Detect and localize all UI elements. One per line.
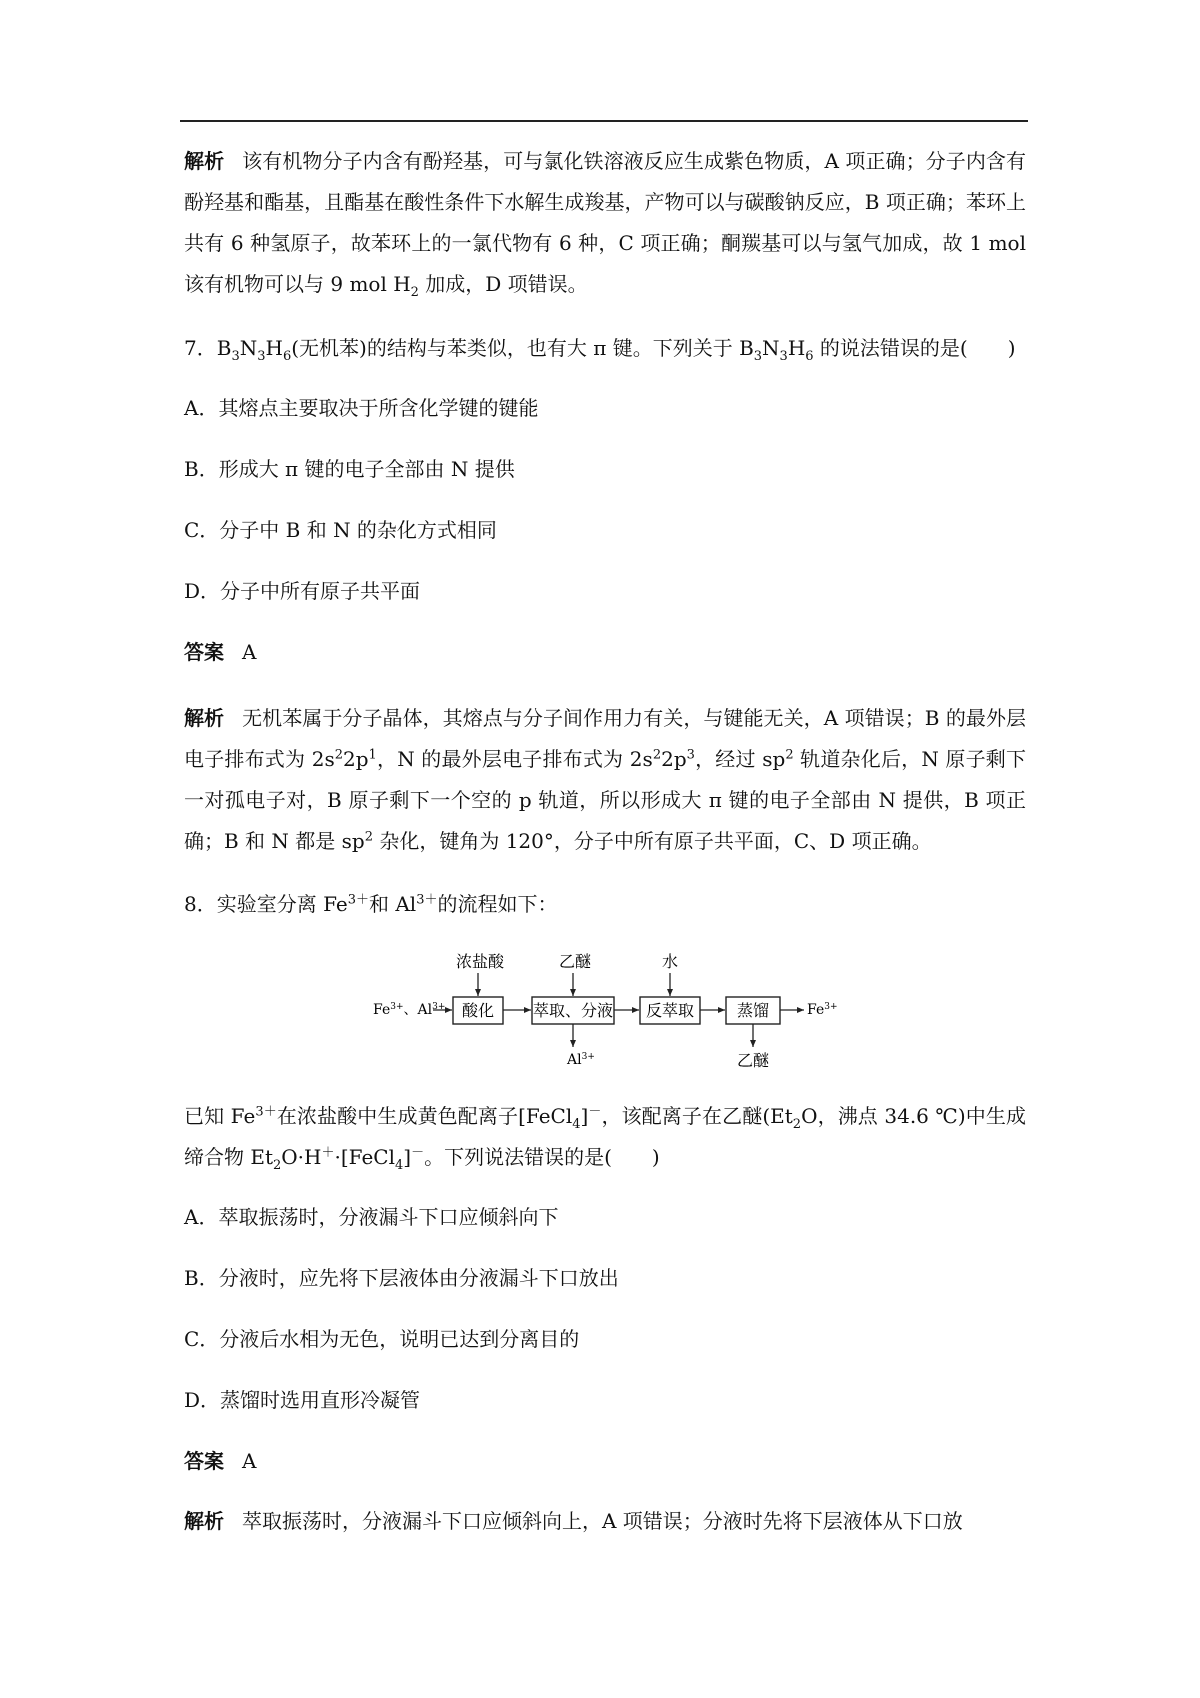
q7-option-a: A．其熔点主要取决于所含化学键的键能 (184, 396, 539, 420)
flow-output-al: $Al^{3+}$ (567, 1052, 595, 1068)
q7-option-c: C．分子中 B 和 N 的杂化方式相同 (184, 518, 497, 542)
q8-option-c: C．分液后水相为无色，说明已达到分离目的 (184, 1327, 580, 1351)
q8-option-a: A．萃取振荡时，分液漏斗下口应倾斜向下 (184, 1205, 559, 1229)
q7-option-d: D．分子中所有原子共平面 (184, 579, 421, 603)
q8-analysis: 解析 萃取振荡时，分液漏斗下口应倾斜向上，A 项错误；分液时先将下层液体从下口放 (184, 1509, 963, 1533)
analysis-label: 解析 (184, 149, 225, 173)
q8-option-d: D．蒸馏时选用直形冷凝管 (184, 1388, 421, 1412)
q7-answer: 答案 A (184, 640, 257, 664)
flow-step-distill: 蒸馏 (736, 1001, 770, 1020)
flow-input-label: $Fe^{3+}$、$Al^{3+}$ (373, 1002, 446, 1018)
q7-analysis: 解析 无机苯属于分子晶体，其熔点与分子间作用力有关，与键能无关，A 项错误；B 的最外层电子排布式为 $2s^22p^1$，N 的最外层电子排布式为 $2s^22p^3$，经过 $sp^2$ 轨道杂化后，N 原子剩下一对孤电子对，B 原子剩下一个空的 p 轨道，所以形成大 π 键的电子全部由 N 提供，B 项正确；B 和 N 都是 $sp^2$ 杂化，键角为 120°，分子中所有原子共平面，C、D 项正确。 (184, 706, 1027, 853)
flow-reagent-hcl: 浓盐酸 (455, 952, 505, 971)
q8-stem: 8．实验室分离 $Fe^{3+}$和 $Al^{3+}$的流程如下： (184, 892, 558, 916)
flow-output-ether: 乙醚 (736, 1051, 770, 1070)
q7-stem: 7．$B_3N_3H_6$(无机苯)的结构与苯类似，也有大 π 键。下列关于 $B_3N_3H_6$ 的说法错误的是( ) (184, 336, 1016, 364)
flow-step-acidify: 酸化 (461, 1001, 495, 1020)
flow-step-back-extract: 反萃取 (645, 1001, 695, 1020)
q8-option-b: B．分液时，应先将下层液体由分液漏斗下口放出 (184, 1266, 619, 1290)
q7-option-b: B．形成大 π 键的电子全部由 N 提供 (184, 457, 515, 481)
flow-reagent-ether: 乙醚 (558, 952, 592, 971)
flow-output-fe: $Fe^{3+}$ (807, 1002, 838, 1018)
flow-step-extract: 萃取、分液 (532, 1001, 614, 1020)
q6-analysis: 解析 该有机物分子内含有酚羟基，可与氯化铁溶液反应生成紫色物质，A 项正确；分子内含有酚羟基和酯基，且酯基在酸性条件下水解生成羧基，产物可以与碳酸钠反应，B 项正确；苯环上共有 6 种氢原子，故苯环上的一氯代物有 6 种，C 项正确；酮羰基可以与氢气加成，故 1 mol 该有机物可以与 9 mol $H_2$ 加成，D 项错误。 (184, 149, 1027, 300)
q8-answer: 答案 A (184, 1449, 257, 1473)
analysis-text: 该有机物分子内含有酚羟基，可与氯化铁溶液反应生成紫色物质，A 项正确；分子内含有酚羟基和酯基，且酯基在酸性条件下水解生成羧基，产物可以与碳酸钠反应，B 项正确；苯环上共有 6 种氢原子，故苯环上的一氯代物有 6 种，C 项正确；酮羰基可以与氢气加成，故 1 mol 该有机物可以与 9 mol (184, 149, 1027, 296)
flow-reagent-water: 水 (661, 952, 679, 971)
q8-given: 已知 $Fe^{3+}$在浓盐酸中生成黄色配离子[FeCl$_4$]－，该配离子在乙醚($Et_2O$，沸点 34.6 ℃)中生成缔合物 $Et_2O\cdot H^+\cdot[FeCl_4]^-$。下列说法错误的是( ) (184, 1104, 1026, 1173)
